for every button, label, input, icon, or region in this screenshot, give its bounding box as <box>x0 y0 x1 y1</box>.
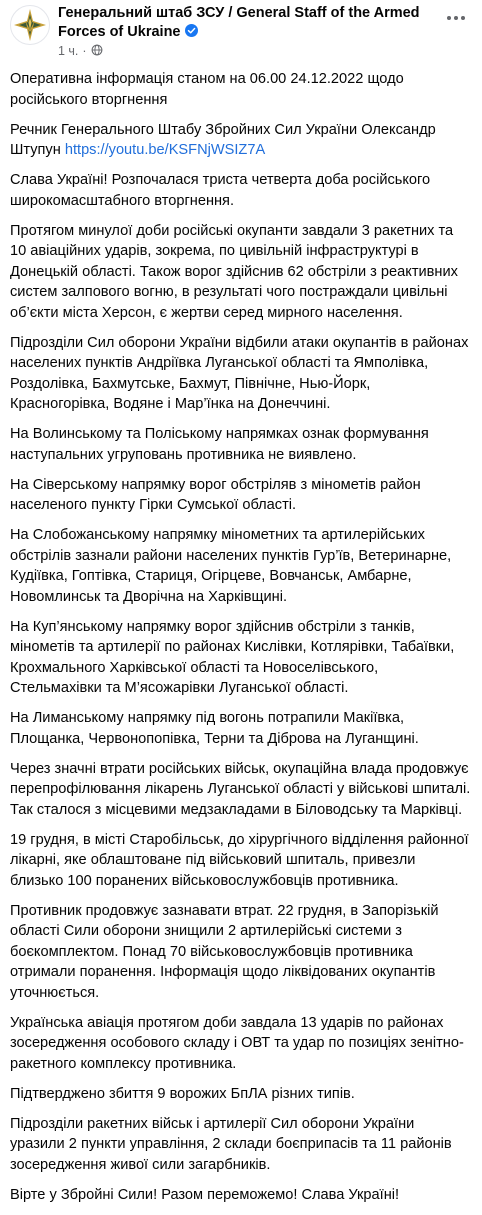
globe-icon[interactable] <box>91 44 103 56</box>
post-meta <box>58 43 103 59</box>
post-paragraph: Через значні втрати російських військ, окупаційна влада продовжує перепрофілювання лікарень Луганської області у військові шпиталі. Так сталося з місцевими медзакладами в Біловодську та Марківці. <box>10 760 471 818</box>
verified-badge-icon <box>185 24 198 37</box>
post-paragraph: На Слобожанському напрямку мінометних та артилерійських обстрілів зазнали райони населених пунктів Гур’їв, Ветеринарне, Кудіївка, Гоптівка, Стариця, Огірцеве, Вовчанськ, Амбарне, Новомлинськ та Дворічна на Харківщині. <box>10 527 452 605</box>
post-paragraph-title: Оперативна інформація станом на 06.00 24.12.2022 щодо російського вторгнення <box>10 71 404 108</box>
post-header <box>0 0 482 64</box>
more-options-icon <box>447 16 451 20</box>
post-paragraph: 19 грудня, в місті Старобільськ, до хірургічного відділення районної лікарні, яке облаштоване під військовий шпиталь, привезли близько 100 поранених військовослужбовців противника. <box>10 831 469 889</box>
post-paragraph: Українська авіація протягом доби завдала 13 ударів по районах зосередження особового складу і ОВТ та удар по позиціях зенітно-ракетного комплексу противника. <box>10 1014 464 1072</box>
post-paragraph: На Волинському та Поліському напрямках ознак формування наступальних угруповань противника не виявлено. <box>10 426 429 463</box>
post-paragraph: На Куп’янському напрямку ворог здійснив обстріли з танків, мінометів та артилерії по районах Кислівки, Котлярівки, Табаївки, Крохмального Харківської області та Новоселівського, Стельмахівки та М’ясожарівки Луганської області. <box>10 618 455 696</box>
spokesperson-text: Речник Генерального Штабу Збройних Сил України Олександр Штупун <box>10 121 436 158</box>
post-paragraph: Підрозділи Сил оборони України відбили атаки окупантів в районах населених пунктів Андріївка Луганської області та Ямполівка, Роздолівка, Бахмутське, Бахмут, Північне, Нью-Йорк, Красногорівка, Водяне і Мар’їнка на Донеччині. <box>10 334 469 412</box>
youtube-link[interactable]: https://youtu.be/KSFNjWSIZ7A <box>64 142 266 158</box>
post-paragraph-spokesperson <box>10 120 472 161</box>
post-text <box>10 69 472 1215</box>
post-paragraph: Протягом минулої доби російські окупанти завдали 3 ракетних та 10 авіаційних ударів, зокрема, по цивільній інфраструктурі в Донецькій області. Також ворог здійснив 62 обстріли з реактивних систем залпового вогню, в результаті чого постраждали цивільні об’єкти міста Херсон, є жертви серед мирного населення. <box>10 222 458 321</box>
more-options-button[interactable] <box>440 6 472 30</box>
more-options-icon <box>454 16 458 20</box>
post-paragraph: Слава Україні! Розпочалася триста четверта доба російського широкомасштабного вторгнення. <box>10 172 431 209</box>
post-timestamp[interactable]: 1 ч. <box>58 44 79 58</box>
post-paragraph-closing: Вірте у Збройні Сили! Разом переможемо! Слава Україні! <box>10 1186 400 1203</box>
post-paragraph: На Лиманському напрямку під вогонь потрапили Макіївка, Площанка, Червонопопівка, Терни та Діброва на Луганщині. <box>10 710 419 747</box>
more-options-icon <box>461 16 465 20</box>
post-paragraph: На Сіверському напрямку ворог обстріляв з мінометів район населеного пункту Гірки Сумської області. <box>10 476 421 513</box>
armed-forces-emblem-icon <box>11 6 49 44</box>
post-paragraph: Підрозділи ракетних військ і артилерії Сил оборони України уразили 2 пункти управління, 2 склади боєприпасів та 11 районів зосередження живої сили загарбників. <box>10 1115 452 1173</box>
meta-separator: · <box>82 44 87 58</box>
avatar[interactable] <box>10 5 50 45</box>
page-name[interactable] <box>58 4 430 42</box>
post-paragraph: Противник продовжує зазнавати втрат. 22 грудня, в Запорізькій області Сили оборони знищили 2 артилерійські системи з боєкомплектом. Понад 70 військовослужбовців противника отримали поранення. Інформація щодо ліквідованих окупантів уточнюється. <box>10 902 439 1001</box>
page-name-text[interactable]: Генеральний штаб ЗСУ / General Staff of the Armed Forces of Ukraine <box>58 5 420 40</box>
post-paragraph: Підтверджено збиття 9 ворожих БпЛА різних типів. <box>10 1085 355 1102</box>
